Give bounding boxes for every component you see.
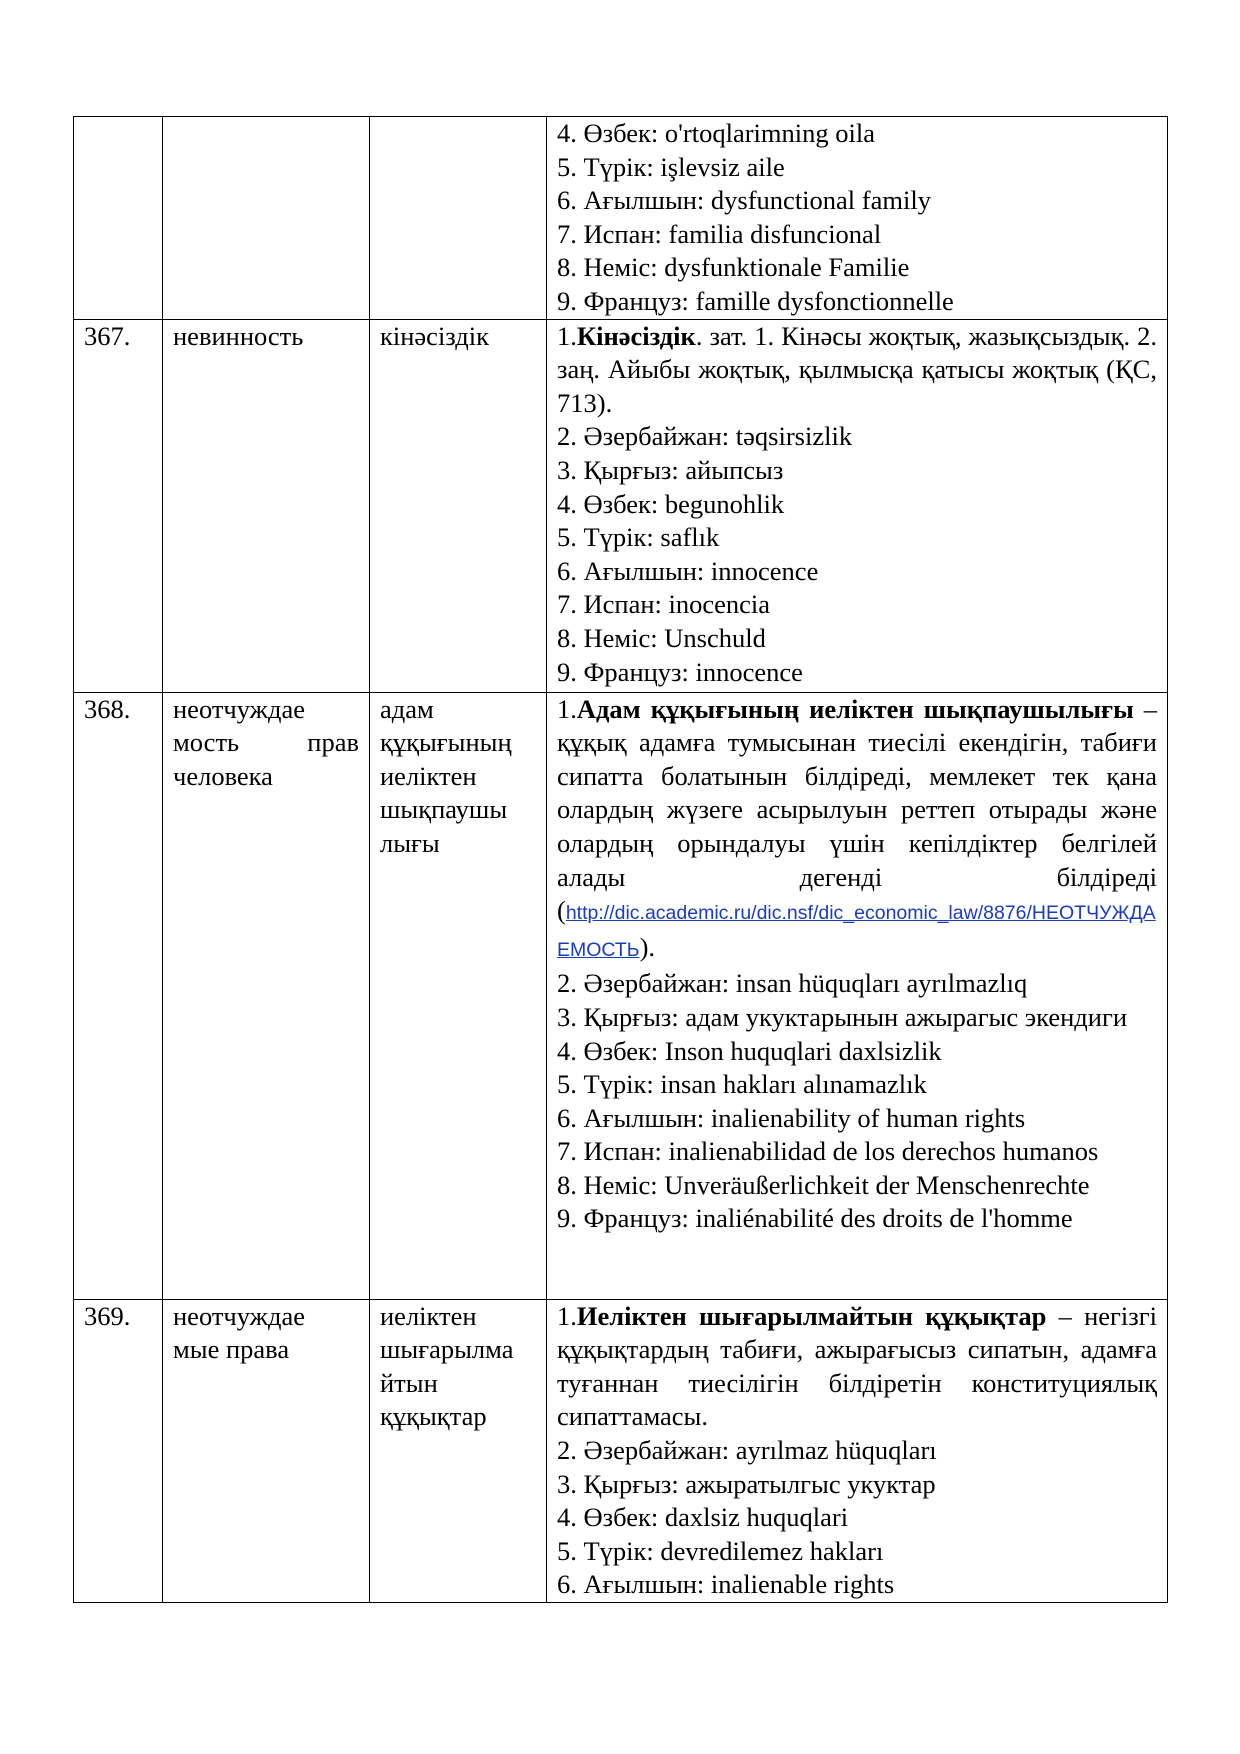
russian-term-cell: невинность	[163, 319, 370, 692]
translation-line: 5. Түрік: saflık	[557, 522, 720, 553]
translation-line: 4. Өзбек: begunohlik	[557, 488, 785, 519]
translations-cell	[547, 319, 1168, 692]
translation-line: 6. Ағылшын: dysfunctional family	[557, 185, 931, 216]
terminology-table	[73, 116, 1168, 1603]
row-number-cell: 369.	[74, 1299, 163, 1602]
translation-line: 9. Француз: inaliénabilité des droits de l'homme	[557, 1203, 1073, 1234]
translation-line: 8. Неміс: Unveräußerlichkeit der Menschenrechte	[557, 1169, 1090, 1200]
russian-term-cell	[163, 117, 370, 320]
definition-source: (http://dic.academic.ru/dic.nsf/dic_economic_law/8876/НЕОТЧУЖДАЕМОСТЬ).	[557, 895, 1156, 962]
translation-line: 2. Әзербайжан: təqsirsizlik	[557, 421, 853, 452]
definition-term: Иеліктен шығарылмайтын құқықтар	[576, 1300, 1047, 1331]
translation-line: 9. Француз: famille dysfonctionnelle	[557, 285, 954, 316]
translations-cell	[547, 1299, 1168, 1602]
row-number-cell: 368.	[74, 692, 163, 1299]
definition: 1.Кінәсіздік. зат. 1. Кінәсы жоқтық, жазықсыздық. 2. заң. Айыбы жоқтық, қылмысқа қатысы жоқтық (ҚС, 713).	[557, 320, 1157, 418]
table-row	[74, 1299, 1168, 1602]
translations-cell	[547, 117, 1168, 320]
translation-line: 5. Түрік: işlevsiz aile	[557, 151, 785, 182]
translation-line: 7. Испан: inocencia	[557, 589, 771, 620]
kazakh-term-cell: иеліктен шығарылма йтын құқықтар	[370, 1299, 547, 1602]
translation-line: 4. Өзбек: daxlsiz huquqlari	[557, 1502, 849, 1533]
translation-line: 7. Испан: familia disfuncional	[557, 218, 882, 249]
translation-line: 9. Француз: innocence	[557, 656, 803, 687]
translation-line: 5. Түрік: devredilemez hakları	[557, 1535, 884, 1566]
translation-line: 2. Әзербайжан: ayrılmaz hüquqları	[557, 1434, 937, 1465]
table-row	[74, 692, 1168, 1299]
translation-line: 6. Ағылшын: inalienable rights	[557, 1569, 895, 1600]
definition-term: Адам құқығының иеліктен шықпаушылығы	[576, 693, 1134, 724]
translation-line: 3. Қырғыз: адам укуктарынын ажырагыс экендиги	[557, 1001, 1127, 1032]
definition-term: Кінәсіздік	[576, 320, 696, 351]
row-number-cell: 367.	[74, 319, 163, 692]
translations-cell	[547, 692, 1168, 1299]
kazakh-term-cell	[370, 117, 547, 320]
table-row	[74, 319, 1168, 692]
translation-line: 3. Қырғыз: айыпсыз	[557, 454, 784, 485]
translation-line: 4. Өзбек: Inson huquqlari daxlsizlik	[557, 1035, 942, 1066]
definition: 1.Адам құқығының иеліктен шықпаушылығы – құқық адамға тумысынан тиесілі екендігін, табиғи сипатта болатынын білдіреді, мемлекет тек қана олардың жүзеге асырылуын реттеп отырады және олардың орындалуы үшін кепілдіктер белгілей алады дегенді білдіреді	[557, 693, 1157, 892]
translation-line: 4. Өзбек: o'rtoqlarimning oila	[557, 118, 875, 148]
translation-line: 8. Неміс: dysfunktionale Familie	[557, 252, 910, 283]
translation-line: 8. Неміс: Unschuld	[557, 622, 766, 653]
definition: 1.Иеліктен шығарылмайтын құқықтар – негізгі құқықтардың табиғи, ажырағысыз сипатын, адамға туғаннан тиесілігін білдіретін конституциялық сипаттамасы.	[557, 1300, 1157, 1432]
translation-line: 2. Әзербайжан: insan hüquqları ayrılmazlıq	[557, 968, 1028, 999]
translation-line: 5. Түрік: insan hakları alınamazlık	[557, 1069, 927, 1100]
row-number-cell	[74, 117, 163, 320]
kazakh-term-cell: кінәсіздік	[370, 319, 547, 692]
translation-line: 6. Ағылшын: innocence	[557, 555, 819, 586]
kazakh-term-cell: адам құқығының иеліктен шықпаушы лығы	[370, 692, 547, 1299]
translation-line: 6. Ағылшын: inalienability of human rights	[557, 1102, 1026, 1133]
russian-term-cell: неотчуждае мость прав человека	[163, 692, 370, 1299]
table-row	[74, 117, 1168, 320]
translation-line: 7. Испан: inalienabilidad de los derechos humanos	[557, 1136, 1099, 1167]
translation-line: 3. Қырғыз: ажыратылгыс укуктар	[557, 1468, 936, 1499]
russian-term-cell: неотчуждае мые права	[163, 1299, 370, 1602]
source-link[interactable]: http://dic.academic.ru/dic.nsf/dic_economic_law/8876/НЕОТЧУЖДАЕМОСТЬ	[557, 902, 1156, 961]
